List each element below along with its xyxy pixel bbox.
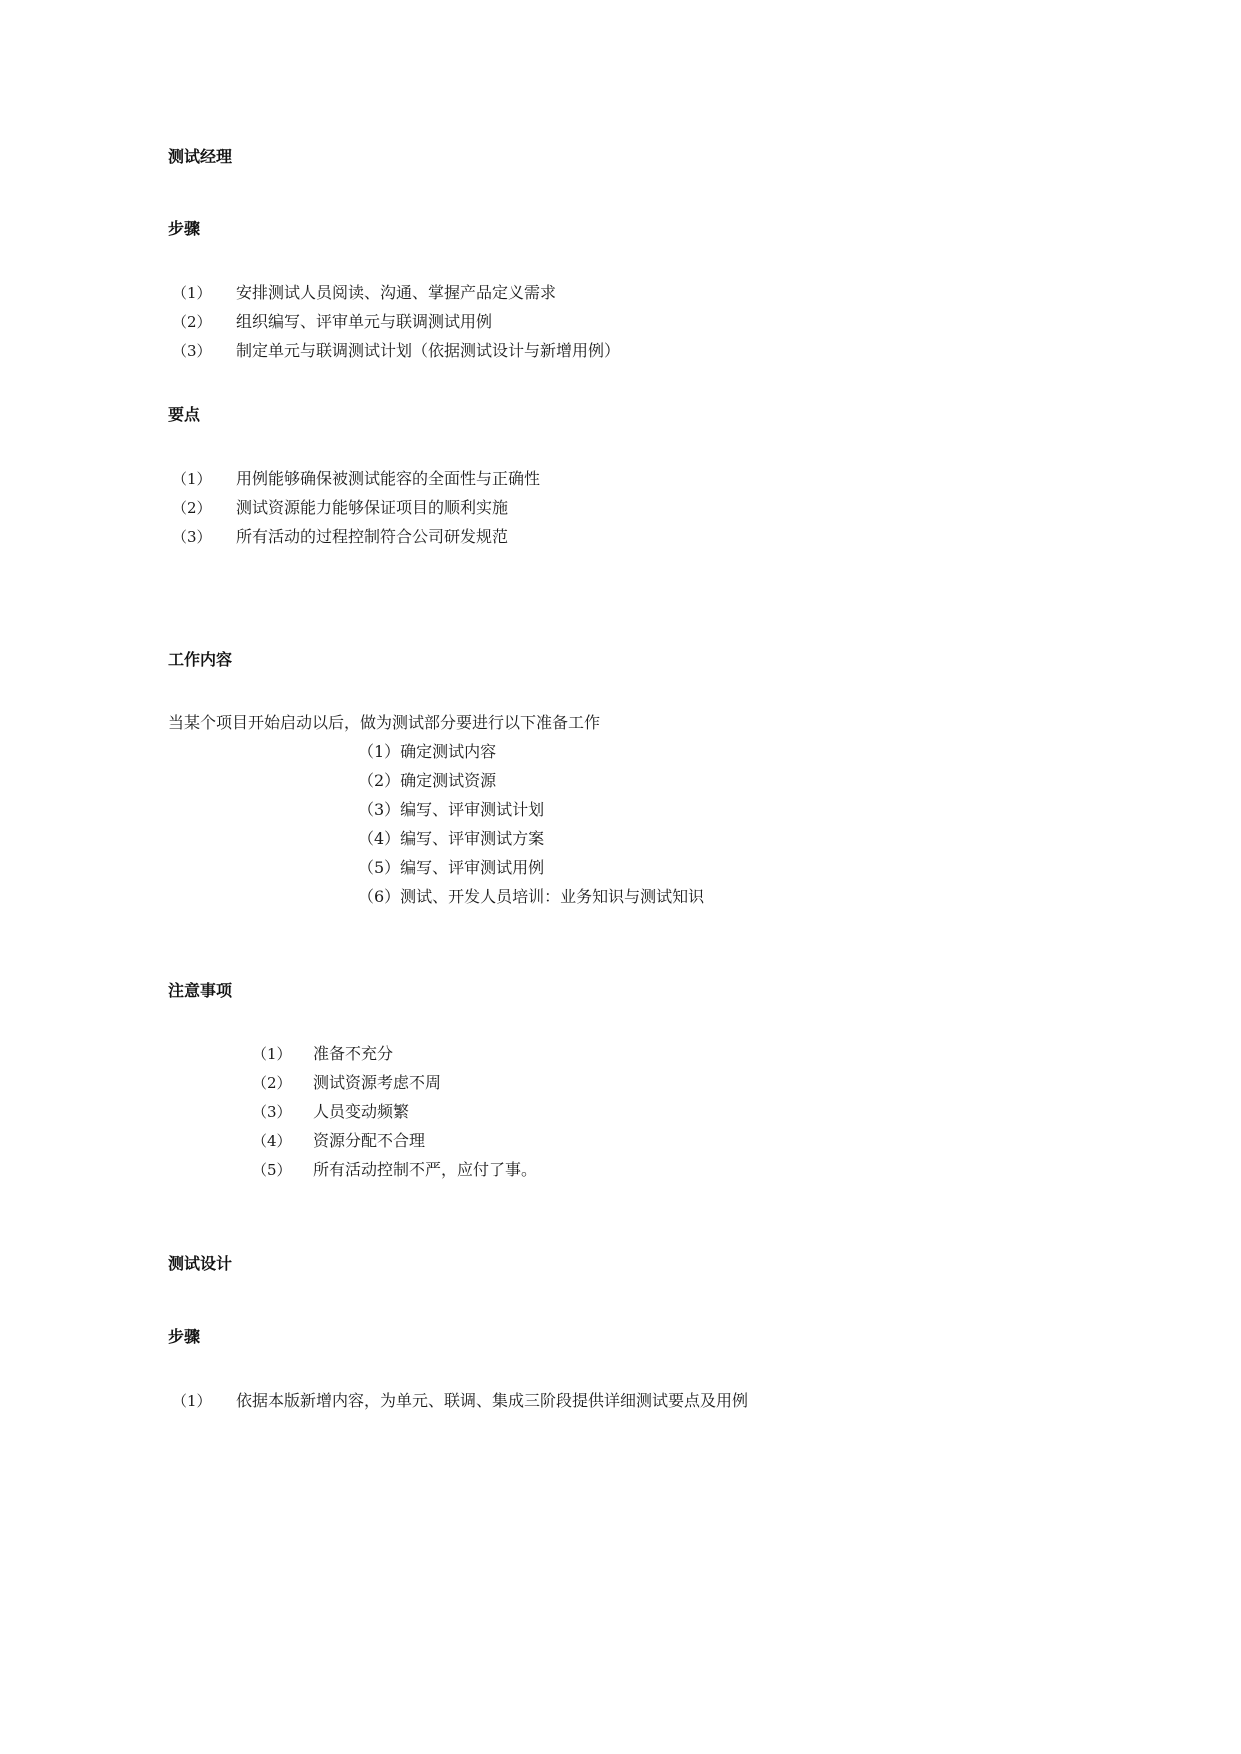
item-number: （3） xyxy=(172,528,212,546)
list-item: （2）确定测试资源 xyxy=(358,771,497,790)
item-text: 所有活动控制不严，应付了事。 xyxy=(313,1160,538,1179)
item-text: 测试资源能力能够保证项目的顺利实施 xyxy=(236,498,509,517)
item-text: 准备不充分 xyxy=(313,1044,394,1063)
list-item: （1）确定测试内容 xyxy=(358,742,497,761)
item-text: 安排测试人员阅读、沟通、掌握产品定义需求 xyxy=(236,283,557,302)
steps-heading: 步骤 xyxy=(168,219,201,238)
item-text: 所有活动的过程控制符合公司研发规范 xyxy=(236,527,509,546)
item-number: （1） xyxy=(172,470,212,488)
item-number: （4） xyxy=(252,1132,292,1150)
item-text: 制定单元与联调测试计划（依据测试设计与新增用例） xyxy=(236,341,621,360)
item-number: （2） xyxy=(252,1074,292,1092)
item-text: 用例能够确保被测试能容的全面性与正确性 xyxy=(236,469,541,488)
item-text: 资源分配不合理 xyxy=(313,1131,426,1150)
intro-paragraph: 当某个项目开始启动以后，做为测试部分要进行以下准备工作 xyxy=(168,713,601,732)
list-item: （6）测试、开发人员培训：业务知识与测试知识 xyxy=(358,887,705,906)
item-number: （2） xyxy=(172,313,212,331)
list-item: （3）编写、评审测试计划 xyxy=(358,800,545,819)
item-number: （3） xyxy=(252,1103,292,1121)
item-text: 组织编写、评审单元与联调测试用例 xyxy=(236,312,493,331)
section-title-test-manager: 测试经理 xyxy=(168,147,233,166)
points-heading: 要点 xyxy=(168,405,201,424)
item-number: （1） xyxy=(172,284,212,302)
item-text: 依据本版新增内容，为单元、联调、集成三阶段提供详细测试要点及用例 xyxy=(236,1391,749,1410)
item-number: （5） xyxy=(252,1161,292,1179)
list-item: （5）编写、评审测试用例 xyxy=(358,858,545,877)
section-title-work-content: 工作内容 xyxy=(168,650,233,669)
item-number: （1） xyxy=(252,1045,292,1063)
section-title-notes: 注意事项 xyxy=(168,981,233,1000)
list-item: （4）编写、评审测试方案 xyxy=(358,829,545,848)
steps-heading: 步骤 xyxy=(168,1327,201,1346)
item-number: （1） xyxy=(172,1392,212,1410)
section-title-test-design: 测试设计 xyxy=(168,1254,233,1273)
item-number: （3） xyxy=(172,342,212,360)
item-text: 测试资源考虑不周 xyxy=(313,1073,442,1092)
item-text: 人员变动频繁 xyxy=(313,1102,410,1121)
item-number: （2） xyxy=(172,499,212,517)
